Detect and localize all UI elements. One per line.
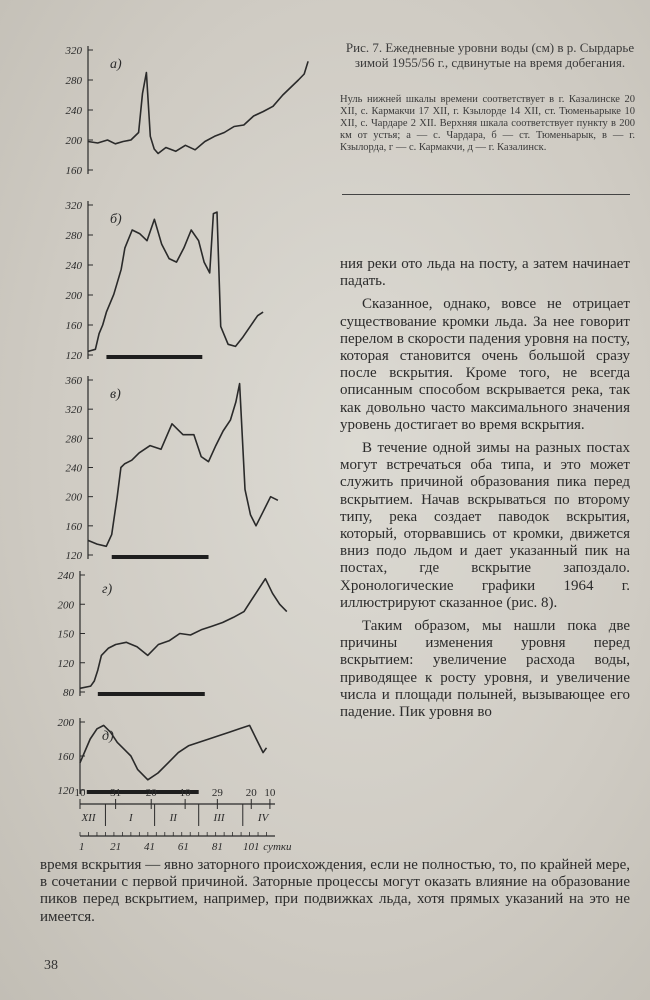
y-tick-label: 120 — [57, 657, 74, 670]
bottom-axis-tick-label: 1 — [78, 841, 85, 853]
paragraph: Таким образом, мы нашли пока две причины изменения уровня перед вскрытием: увеличение расхода воды, приводящее к росту уровня, и увеличение числа и площади полыней, вызывающее его падение. Пик уровня во — [340, 618, 630, 721]
figure-caption-title: Рис. 7. Ежедневные уровни воды (см) в р. Сырдарье зимой 1955/56 г., сдвинутые на время добегания. — [345, 40, 635, 70]
y-tick-label: 160 — [57, 751, 74, 763]
y-tick-label: 160 — [65, 320, 82, 332]
top-axis-tick-label: 10 — [264, 787, 276, 799]
chart-panel-5 — [58, 717, 267, 797]
y-tick-label: 240 — [57, 570, 74, 582]
chart-panel-2 — [65, 200, 264, 362]
y-tick-label: 160 — [65, 520, 82, 533]
paragraph: В течение одной зимы на разных постах могут встречаться оба типа, и это может служить причиной образования пика перед вскрытием. Начав вскрываться по второму типу, река создает паводок вскрытия, который, оторвавшись от кромки, движется вниз подо льдом и дает указанный пик на постах, где вскрытие запоздало. Хронологические графики 1964 г. иллюстрируют сказанное (рис. 8). — [340, 440, 630, 611]
y-tick-label: 320 — [65, 45, 82, 57]
water-level-series — [88, 384, 278, 547]
month-label: IV — [257, 812, 269, 824]
water-level-series — [88, 212, 263, 351]
figure-caption-note: Нуль нижней шкалы времени соответствует в г. Казалинске 20 XII, с. Кармакчи 17 XII, г. Кзылорде 14 XII, ст. Тюменьарыке 10 XII, с. Чардаре 2 XII. Верхняя шкала соответствует пункту в 200 км от устья; а — с. Чардара, б — ст. Тюменьарык, в — г. Кзылорда, г — с. Кармакчи, д — г. Казалинск. — [340, 94, 635, 153]
y-tick-label: 240 — [65, 260, 82, 272]
top-axis-tick-label: 10 — [179, 787, 191, 799]
caption-divider — [342, 194, 630, 195]
panel-label: г) — [102, 582, 113, 597]
paragraph: ния реки ото льда на посту, а затем начинает падать. — [340, 256, 630, 290]
y-tick-label: 160 — [65, 165, 82, 177]
bottom-axis-tick-label: 41 — [144, 841, 156, 853]
chart-panel-4 — [58, 570, 287, 699]
bottom-paragraph: время вскрытия — явно заторного происхождения, если не полностью, то, по крайней мере, в сочетании с первой причиной. Заторные процессы могут оказать влияние на образование пиков перед вскрытием, например, при подвижках льда, хотя прямых указаний на это не имеется. — [40, 857, 630, 925]
y-tick-label: 240 — [65, 105, 82, 117]
y-tick-label: 200 — [65, 290, 82, 302]
y-tick-label: 320 — [65, 404, 82, 417]
y-tick-label: 80 — [63, 687, 74, 699]
bottom-axis-tick-label: 81 — [211, 841, 223, 853]
chart-panel-3 — [65, 375, 278, 562]
y-tick-label: 280 — [65, 433, 82, 446]
bottom-axis-tick-label: 101 — [243, 841, 260, 853]
y-tick-label: 120 — [65, 350, 82, 362]
panel-label: б) — [110, 212, 122, 227]
water-level-figure — [0, 0, 340, 860]
y-tick-label: 320 — [65, 200, 82, 212]
y-tick-label: 150 — [57, 628, 74, 641]
bottom-axis-tick-label: 61 — [177, 841, 189, 853]
top-axis-tick-label: 20 — [145, 787, 157, 799]
top-axis-tick-label: 10 — [74, 787, 86, 799]
paragraph: Сказанное, однако, вовсе не отрицает существование кромки льда. За нее говорит перелом в скорости падения уровня на посту, которая становится очень большой сразу после вскрытия. Кроме того, не всегда описанным способом вскрывается река, так как довольно часто максимального значения уровень достигает во время вскрытия. — [340, 296, 630, 433]
top-axis-tick-label: 29 — [211, 787, 223, 799]
y-tick-label: 240 — [65, 462, 82, 475]
y-tick-label: 200 — [57, 599, 74, 612]
top-axis-tick-label: 31 — [110, 787, 122, 799]
water-level-series — [88, 61, 308, 153]
y-tick-label: 200 — [57, 717, 74, 729]
panel-label: в) — [110, 387, 121, 402]
y-tick-label: 200 — [65, 491, 82, 504]
top-axis-tick-label: 20 — [245, 787, 257, 799]
y-tick-label: 280 — [65, 75, 82, 87]
month-label: XII — [81, 812, 96, 824]
month-label: II — [169, 812, 177, 824]
bottom-axis-tick-label: 21 — [110, 841, 122, 853]
page-number: 38 — [44, 958, 58, 973]
y-tick-label: 280 — [65, 230, 82, 242]
bottom-axis-unit: сутки — [263, 841, 292, 853]
y-tick-label: 120 — [57, 785, 74, 797]
month-label: I — [129, 812, 133, 824]
y-tick-label: 120 — [65, 550, 82, 562]
panel-label: д) — [102, 729, 114, 744]
month-label: III — [213, 812, 225, 824]
panel-label: а) — [110, 57, 122, 72]
chart-panel-1 — [65, 45, 309, 177]
body-text-column — [340, 256, 630, 721]
y-tick-label: 200 — [65, 135, 82, 147]
y-tick-label: 360 — [65, 375, 82, 387]
